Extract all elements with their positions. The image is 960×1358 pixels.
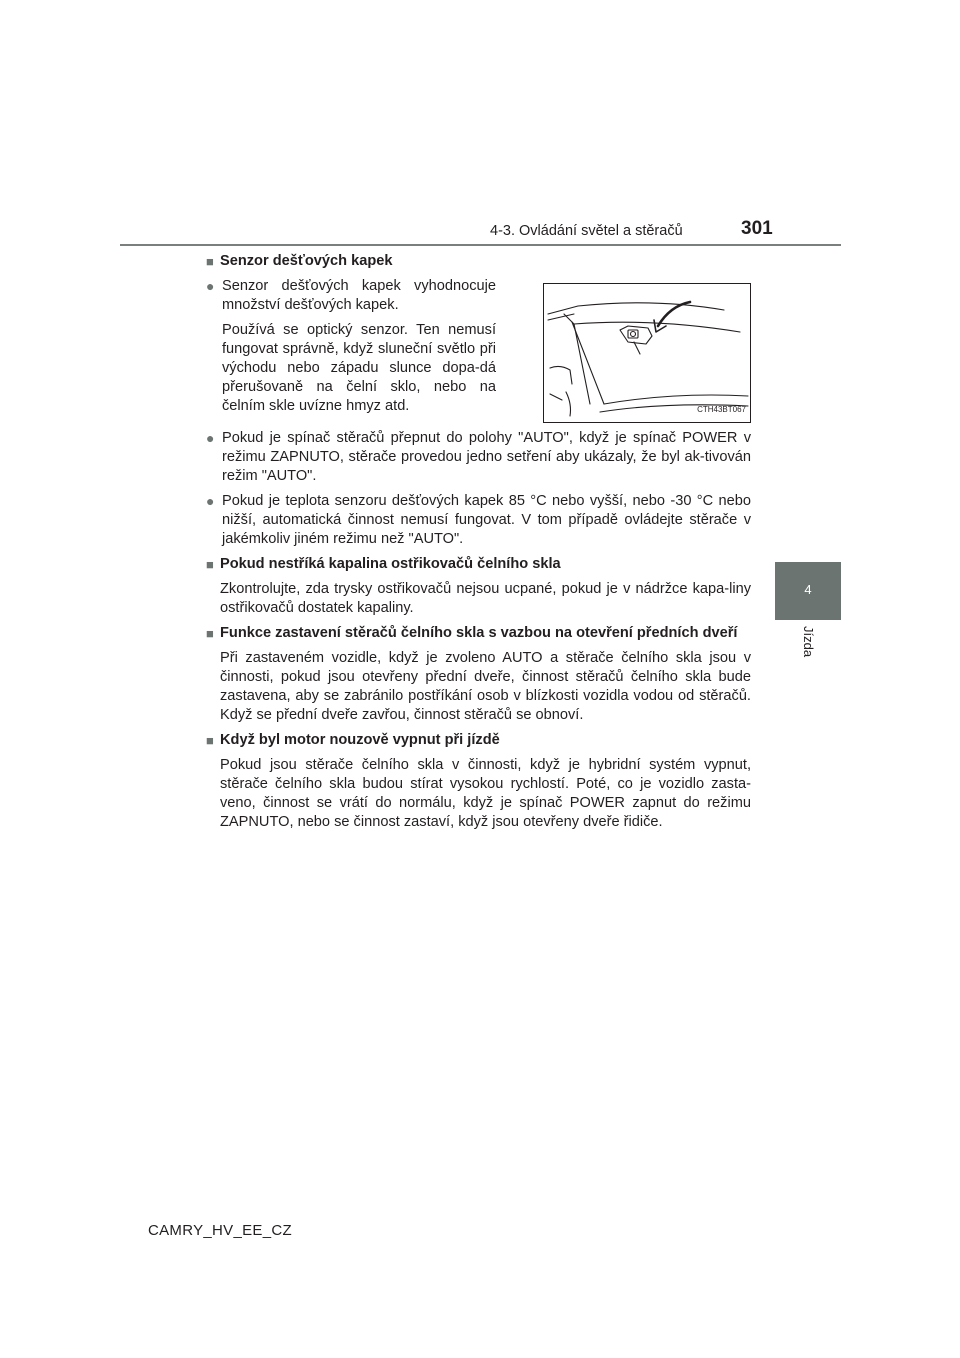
header-section-title: 4-3. Ovládání světel a stěračů (490, 223, 683, 239)
figure-code: CTH43BT067 (697, 405, 746, 414)
bullet-continuation: Používá se optický senzor. Ten nemusí fungovat správně, když sluneční světlo při východu nebo západu slunce dopa-dá přerušovaně na čelní sklo, nebo na čelním skle uvízne hmyz atd. (222, 322, 496, 414)
section-heading-text: Funkce zastavení stěračů čelního skla s vazbou na otevření předních dveří (220, 625, 738, 641)
rain-sensor-top-text (206, 277, 496, 423)
bullet-text: Pokud je spínač stěračů přepnut do polohy "AUTO", když je spínač POWER v režimu ZAPNUTO, stěrače provedou jedno setření aby ukázaly, že byl ak-tivován režim "AUTO". (222, 430, 751, 484)
section-heading-door-stop (206, 624, 751, 643)
section-heading-washer (206, 555, 751, 574)
footer-document-code: CAMRY_HV_EE_CZ (148, 1222, 292, 1239)
emergency-text: Pokud jsou stěrače čelního skla v činnosti, když je hybridní systém vypnut, stěrače čelního skla budou stírat vysokou rychlostí. Poté, co je vozidlo zasta-veno, činnost se vrátí do normálu, když je spínač POWER zapnut do režimu ZAPNUTO, nebo se činnost zastaví, když jsou otevřeny dveře řidiče. (220, 757, 751, 830)
circle-bullet-icon: ● (206, 278, 215, 294)
chapter-tab-number: 4 (804, 582, 812, 597)
square-bullet-icon: ■ (206, 626, 214, 641)
bullet-text: Pokud je teplota senzoru dešťových kapek 85 °C nebo vyšší, nebo -30 °C nebo nižší, automatická činnost nemusí fungovat. V tom případě ovládejte stěrače v jakémkoliv jiném režimu než "AUTO". (222, 493, 751, 547)
square-bullet-icon: ■ (206, 557, 214, 572)
chapter-tab (775, 562, 841, 620)
header-rule (120, 244, 841, 246)
section-heading-text: Když byl motor nouzově vypnut při jízdě (220, 732, 500, 748)
bullet-item (206, 429, 751, 486)
rain-sensor-top-block (206, 277, 751, 423)
section-heading-rain-sensor (206, 252, 751, 271)
circle-bullet-icon: ● (206, 493, 215, 509)
circle-bullet-icon: ● (206, 430, 215, 446)
square-bullet-icon: ■ (206, 254, 214, 269)
washer-text: Zkontrolujte, zda trysky ostřikovačů nejsou ucpané, pokud je v nádržce kapa-liny ostřikovačů dostatek kapaliny. (220, 581, 751, 616)
square-bullet-icon: ■ (206, 733, 214, 748)
page-content (206, 252, 751, 838)
bullet-item (206, 492, 751, 549)
section-heading-text: Senzor dešťových kapek (220, 253, 393, 269)
chapter-tab-label: Jízda (801, 626, 816, 658)
rain-sensor-figure (543, 283, 751, 423)
section-heading-text: Pokud nestříká kapalina ostřikovačů čelního skla (220, 556, 561, 572)
section-heading-emergency (206, 731, 751, 750)
door-stop-text: Při zastaveném vozidle, když je zvoleno AUTO a stěrače čelního skla jsou v činnosti, pokud jsou otevřeny přední dveře, činnost stěračů čelního skla bude zastavena, aby se zabránilo postříkání osob v blízkosti vozidla vodou od stěračů. Když se přední dveře zavřou, činnost stěračů se obnoví. (220, 650, 751, 723)
bullet-item (206, 277, 496, 315)
bullet-text: Senzor dešťových kapek vyhodnocuje množství dešťových kapek. (222, 278, 496, 313)
page-number: 301 (741, 218, 773, 239)
